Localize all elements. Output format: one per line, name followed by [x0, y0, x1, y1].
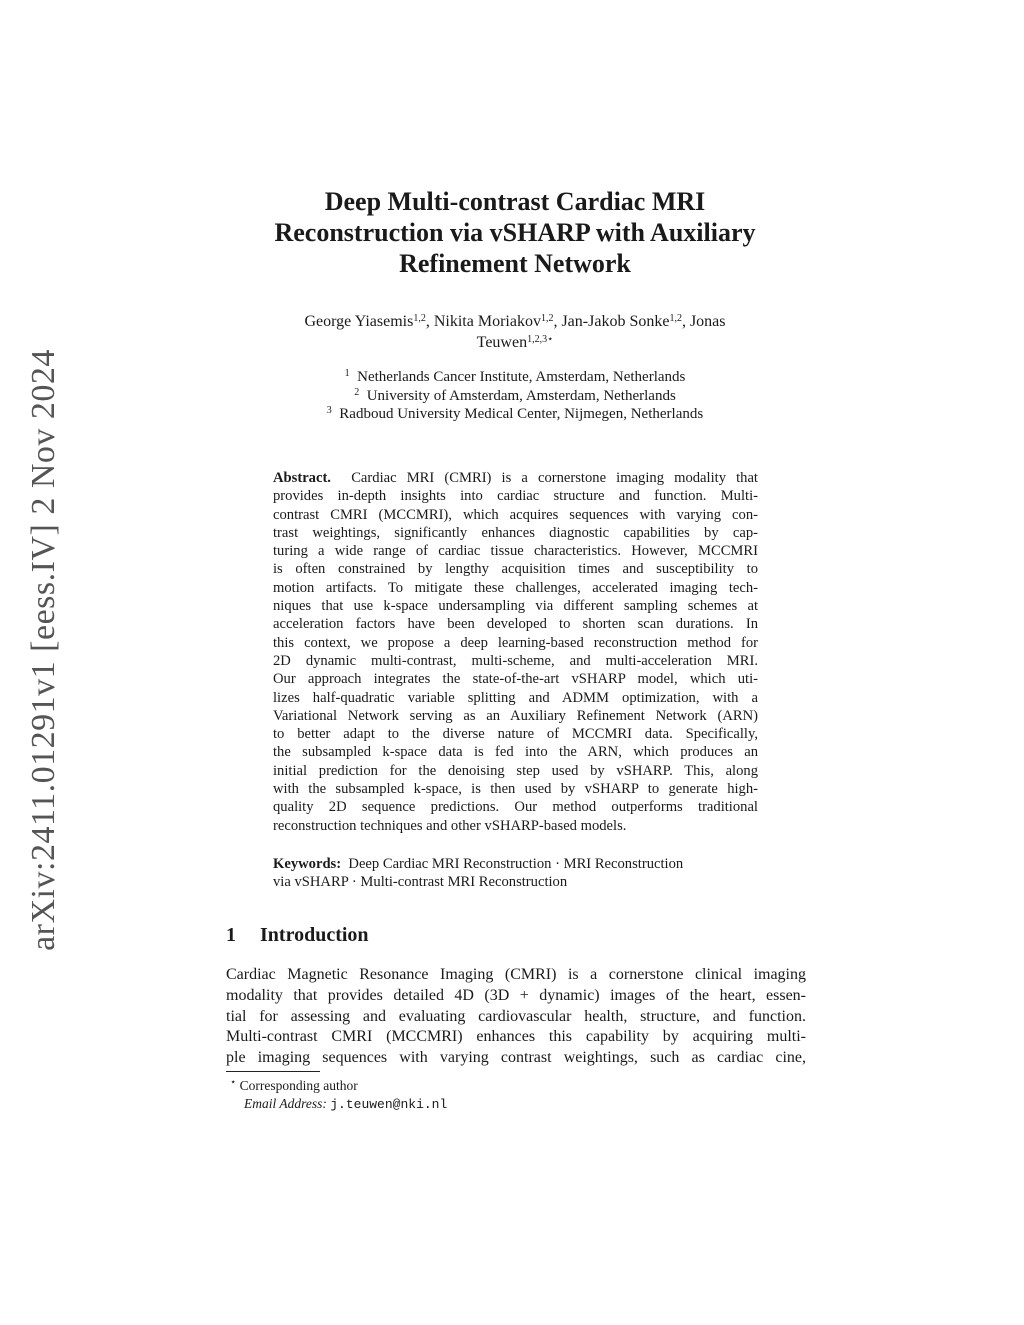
author-affiliation-mark: 1,2 — [413, 313, 426, 324]
keywords-label: Keywords: — [273, 856, 342, 872]
section-title: Introduction — [260, 924, 369, 946]
author-name: George Yiasemis — [304, 313, 414, 330]
footnote-divider — [226, 1071, 320, 1072]
keywords-line — [273, 855, 758, 873]
affiliation-text: Netherlands Cancer Institute, Amsterdam, Netherlands — [357, 369, 686, 385]
abstract-line: contrast CMRI (MCCMRI), which acquires sequences with varying con- — [273, 506, 758, 523]
abstract-line: motion artifacts. To mitigate these challenges, accelerated imaging tech- — [273, 579, 758, 596]
abstract-line: with the subsampled k-space, is then used by vSHARP to generate high- — [273, 781, 758, 798]
abstract-line: to better adapt to the diverse nature of MCCMRI data. Specifically, — [273, 726, 758, 743]
affiliation-text: Radboud University Medical Center, Nijmegen, Netherlands — [339, 406, 704, 422]
section-number: 1 — [226, 924, 236, 946]
abstract-text: Cardiac MRI (CMRI) is a cornerstone imaging modality that — [351, 470, 758, 486]
author-name: Jan-Jakob Sonke — [561, 313, 670, 330]
footnote — [230, 1077, 447, 1114]
affiliation — [250, 387, 780, 406]
arxiv-identifier: arXiv:2411.01291v1 [eess.IV] 2 Nov 2024 — [25, 349, 62, 951]
abstract-line: niques that use k-space undersampling via different sampling schemes at — [273, 598, 758, 615]
keywords-line: via vSHARP · Multi-contrast MRI Reconstruction — [273, 874, 568, 891]
abstract — [273, 469, 758, 835]
abstract-line: Our approach integrates the state-of-the-art vSHARP model, which uti- — [273, 671, 758, 688]
abstract-line — [273, 469, 758, 487]
author-affiliation-mark: 1,2 — [669, 313, 682, 324]
abstract-line: initial prediction for the denoising step used by vSHARP. This, along — [273, 762, 758, 779]
section-heading — [226, 924, 369, 947]
body-line: modality that provides detailed 4D (3D + dynamic) images of the heart, essen- — [226, 986, 806, 1004]
keywords-text: Deep Cardiac MRI Reconstruction · MRI Reconstruction — [348, 856, 684, 872]
body-line: ple imaging sequences with varying contrast weightings, such as cardiac cine, — [226, 1049, 806, 1067]
affiliation — [250, 405, 780, 424]
abstract-line: lizes half-quadratic variable splitting and ADMM optimization, with a — [273, 689, 758, 706]
abstract-line: reconstruction techniques and other vSHARP-based models. — [273, 817, 627, 834]
author-line — [250, 332, 780, 353]
abstract-line: provides in-depth insights into cardiac structure and function. Multi- — [273, 488, 758, 505]
abstract-line: quality 2D sequence predictions. Our method outperforms traditional — [273, 799, 758, 816]
affiliation — [250, 368, 780, 387]
author-separator: , — [681, 313, 690, 330]
author-separator: , — [553, 313, 562, 330]
abstract-line: Variational Network serving as an Auxiliary Refinement Network (ARN) — [273, 707, 758, 724]
abstract-label: Abstract. — [273, 470, 331, 486]
body-line: tial for assessing and evaluating cardiovascular health, structure, and function. — [226, 1007, 806, 1025]
keywords — [273, 855, 758, 892]
affiliation-number: 2 — [354, 386, 360, 398]
affiliation-text: University of Amsterdam, Amsterdam, Netherlands — [366, 387, 676, 404]
title-line: Deep Multi-contrast Cardiac MRI — [324, 187, 706, 216]
abstract-line: acceleration factors have been developed to shorten scan durations. In — [273, 616, 758, 633]
footnote-line — [230, 1077, 447, 1095]
title-line: Refinement Network — [399, 249, 631, 278]
abstract-line: the subsampled k-space data is fed into the ARN, which produces an — [273, 744, 758, 761]
author-affiliation-mark: 1,2,3⋆ — [527, 334, 554, 345]
body-line: Multi-contrast CMRI (MCCMRI) enhances this capability by acquiring multi- — [226, 1028, 806, 1046]
footnote-text: Corresponding author — [239, 1078, 358, 1093]
title-line: Reconstruction via vSHARP with Auxiliary — [274, 218, 756, 247]
abstract-line: 2D dynamic multi-contrast, multi-scheme, and multi-acceleration MRI. — [273, 652, 758, 669]
author-name: Nikita Moriakov — [433, 313, 541, 330]
footnote-marker: ⋆ — [230, 1077, 237, 1088]
author-name: Jonas — [689, 313, 726, 330]
author-list — [250, 311, 780, 353]
email-label: Email Address: — [244, 1096, 327, 1111]
abstract-line: this context, we propose a deep learning-based reconstruction method for — [273, 634, 758, 651]
author-separator: , — [425, 313, 434, 330]
affiliation-number: 1 — [344, 368, 350, 379]
email-address[interactable]: j.teuwen@nki.nl — [330, 1097, 448, 1112]
body-line: Cardiac Magnetic Resonance Imaging (CMRI) is a cornerstone clinical imaging — [226, 966, 806, 983]
paper-title — [200, 186, 830, 279]
affiliation-list — [250, 368, 780, 424]
author-affiliation-mark: 1,2 — [540, 313, 554, 324]
abstract-line: is often constrained by lengthy acquisition times and susceptibility to — [273, 561, 758, 578]
abstract-line: trast weightings, significantly enhances diagnostic capabilities by cap- — [273, 524, 758, 541]
author-name: Teuwen — [476, 334, 528, 351]
abstract-line: turing a wide range of cardiac tissue characteristics. However, MCCMRI — [273, 543, 758, 560]
author-line — [250, 311, 780, 332]
introduction-paragraph — [226, 965, 806, 1069]
footnote-email-line — [230, 1095, 447, 1114]
affiliation-number: 3 — [326, 405, 332, 416]
